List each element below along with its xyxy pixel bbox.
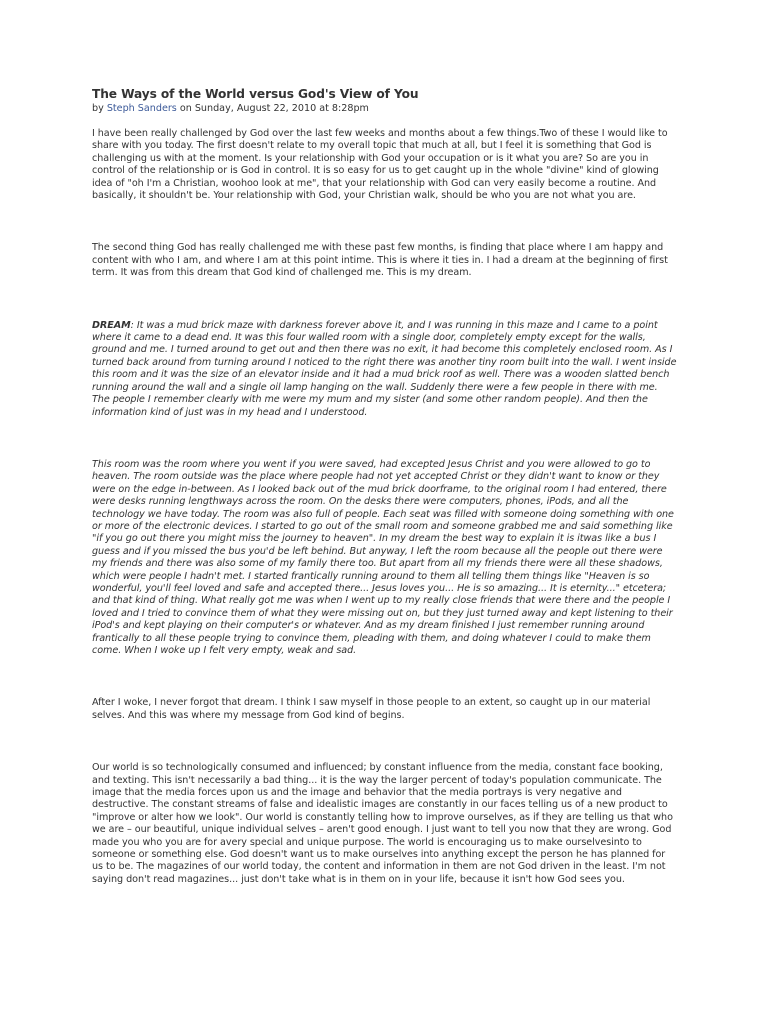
paragraph-room: This room was the room where you went if you were saved, had excepted Jesus Christ and you were allowed to go to heaven. The room outside was the place where people had not yet accepted Christ or they didn't want to know or they were on the edge in-between. As I looked back out of the mud brick doorframe, to the original room I had entered, there were desks running lengthways across the room. On the desks there were computers, phones, iPods, and all the technology we have today. The room was also full of people. Each seat was filled with someone doing something with one or more of the electronic devices. I started to go out of the small room and someone grabbed me and said something like "if you go out there you might miss the journey to heaven". In my dream the best way to explain it is itwas like a bus I guess and if you missed the bus you'd be left behind. But anyway, I left the room because all the people out there were my friends and there was also some of my family there too. But apart from all my friends there were all these shadows, which were people I hadn't met. I started frantically running around to them all telling them things like "Heaven is so wonderful, you'll feel loved and safe and accepted there... Jesus loves you... He is so amazing... It is eternity..." etcetera; and that kind of thing. What really got me was when I went up to my really close friends that were there and the people I loved and I tried to convince them of what they were missing out on, but they just turned away and kept listening to their iPod's and kept playing on their computer's or whatever. And as my dream finished I just remember running around frantically to all these people trying to convince them, pleading with them, and doing whatever I could to make them come. When I woke up I felt very empty, weak and sad.: [92, 458, 674, 656]
paragraph-1: I have been really challenged by God over the last few weeks and months about a few things.Two of these I would like to share with you today. The first doesn't relate to my overall topic that much at all, but I feel it is something that God is challenging us with at the moment. Is your relationship with God your occupation or is it what you are? So are you in control of the relationship or is God in control. It is so easy for us to get caught up in the whole "divine" kind of glowing idea of "oh I'm a Christian, woohoo look at me", that your relationship with God can very easily become a routine. And basically, it shouldn't be. Your relationship with God, your Christian walk, should be who you are not what you are.: [92, 128, 668, 202]
paragraph-world: Our world is so technologically consumed and influenced; by constant influence from the media, constant face booking, and texting. This isn't necessarily a bad thing... it is the way the larger percent of today's population communicate. The image that the media forces upon us and the image and behavior that the media portrays is very negative and destructive. The constant streams of false and idealistic images are constantly in our faces telling us of a new product to "improve or alter how we look". Our world is constantly telling how to improve ourselves, as if they are telling us that who we are – our beautiful, unique individual selves – aren't good enough. I just want to tell you now that they are wrong. God made you who you are for avery special and unique purpose. The world is encouraging us to make ourselvesinto to someone or something else. God doesn't want us to make ourselves into anything except the person he has planned for us to be. The magazines of our world today, the content and information in them are not God driven in the least. I'm not saying don't read magazines... just don't take what is in them on in your life, because it isn't how God sees you.: [92, 762, 673, 885]
author-link[interactable]: Steph Sanders: [106, 103, 177, 114]
dream-text: : It was a mud brick maze with darkness forever above it, and I was running in this maze and I came to a point where it came to a dead end. It was this four walled room with a single door, completely empty except for the walls, ground and me. I turned around to get out and then there was no exit, it had become this completely enclosed room. As I turned back around from turning around I noticed to the right there was another tiny room built into the wall. I went inside this room and it was the size of an elevator inside and it had a mud brick roof as well. There was a wooden slatted bench running around the wall and a single oil lamp hanging on the wall. Suddenly there were a few people in there with me. The people I remember clearly with me were my mum and my sister (and some other random people). And then the information kind of just was in my head and I understood.: [92, 319, 677, 418]
byline-prefix: by: [92, 103, 107, 114]
paragraph-dream: [92, 320, 678, 419]
article: [92, 86, 678, 886]
article-title: The Ways of the World versus God's View of You: [92, 87, 419, 101]
dream-label: DREAM: [92, 319, 131, 331]
paragraph-after-waking: After I woke, I never forgot that dream. I think I saw myself in those people to an extent, so caught up in our material selves. And this was where my message from God kind of begins.: [92, 697, 651, 721]
byline: [92, 102, 678, 115]
byline-date: on Sunday, August 22, 2010 at 8:28pm: [176, 103, 369, 114]
paragraph-2: The second thing God has really challenged me with these past few months, is finding that place where I am happy and content with who I am, and where I am at this point intime. This is where it ties in. I had a dream at the beginning of first term. It was from this dream that God kind of challenged me. This is my dream.: [92, 242, 668, 279]
